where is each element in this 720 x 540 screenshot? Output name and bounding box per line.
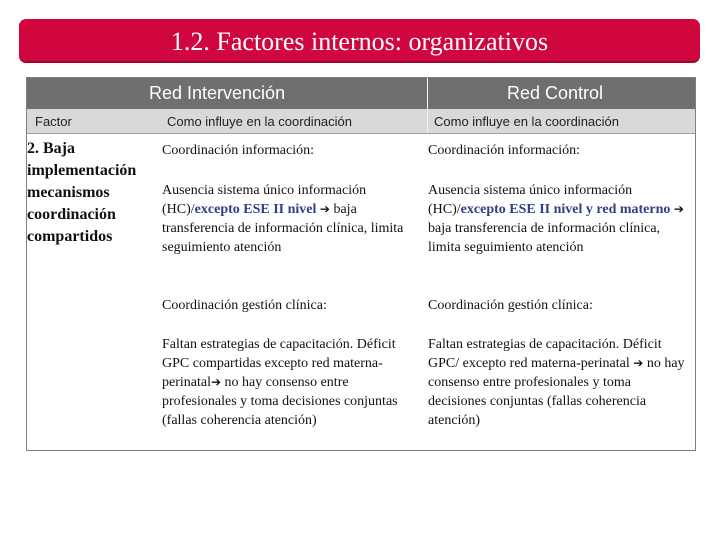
intervencion-info-part1: Ausencia sistema único información (HC)/ [162, 183, 367, 217]
intervencion-gestion-part2: no hay consenso entre profesionales y toma decisiones conjuntas (fallas coherencia atención) [162, 375, 398, 428]
control-info-part2: baja transferencia de información clínica, limita seguimiento atención [428, 221, 661, 255]
arrow-icon: ➔ [319, 202, 330, 216]
title-banner [19, 19, 700, 63]
control-gestion-text [428, 335, 690, 430]
header-factor: Factor [35, 114, 72, 129]
control-info-highlight: excepto ESE II nivel y red materno [460, 202, 671, 217]
factor-cell: 2. Baja implementación mecanismos coordinación compartidos [27, 140, 137, 245]
header-como-influye-intervencion: Como influye en la coordinación [167, 114, 352, 129]
intervencion-coord-info-label: Coordinación información: [162, 143, 315, 158]
slide-title: 1.2. Factores internos: organizativos [170, 27, 549, 56]
intervencion-info-part2: baja transferencia de información clínica, limita seguimiento atención [162, 202, 404, 255]
arrow-icon: ➔ [673, 202, 684, 216]
control-info-text [428, 181, 690, 257]
intervencion-info-text [162, 181, 424, 257]
control-gestion-part2: no hay consenso entre profesionales y toma decisiones conjuntas (fallas coherencia atención) [428, 356, 685, 428]
control-gestion-part1: Faltan estrategias de capacitación. Déficit GPC/ excepto red materna-perinatal [428, 337, 662, 371]
arrow-icon: ➔ [633, 356, 644, 370]
header-como-influye-control: Como influye en la coordinación [434, 114, 619, 129]
intervencion-gestion-label: Coordinación gestión clínica: [162, 298, 327, 313]
control-coord-info-label: Coordinación información: [428, 143, 581, 158]
intervencion-gestion-text [162, 335, 424, 430]
control-info-part1: Ausencia sistema único información (HC)/ [428, 183, 633, 217]
column-header-row [27, 109, 695, 134]
header-red-control: Red Control [507, 83, 604, 103]
network-header-row [27, 78, 695, 110]
intervencion-info-highlight: excepto ESE II nivel [194, 202, 317, 217]
intervencion-gestion-part1: Faltan estrategias de capacitación. Déficit GPC compartidas excepto red materna-perinatal [162, 337, 396, 390]
header-divider [427, 78, 428, 133]
header-red-intervencion: Red Intervención [149, 83, 286, 103]
control-gestion-label: Coordinación gestión clínica: [428, 298, 593, 313]
comparison-table [26, 77, 696, 451]
arrow-icon: ➔ [210, 375, 222, 389]
